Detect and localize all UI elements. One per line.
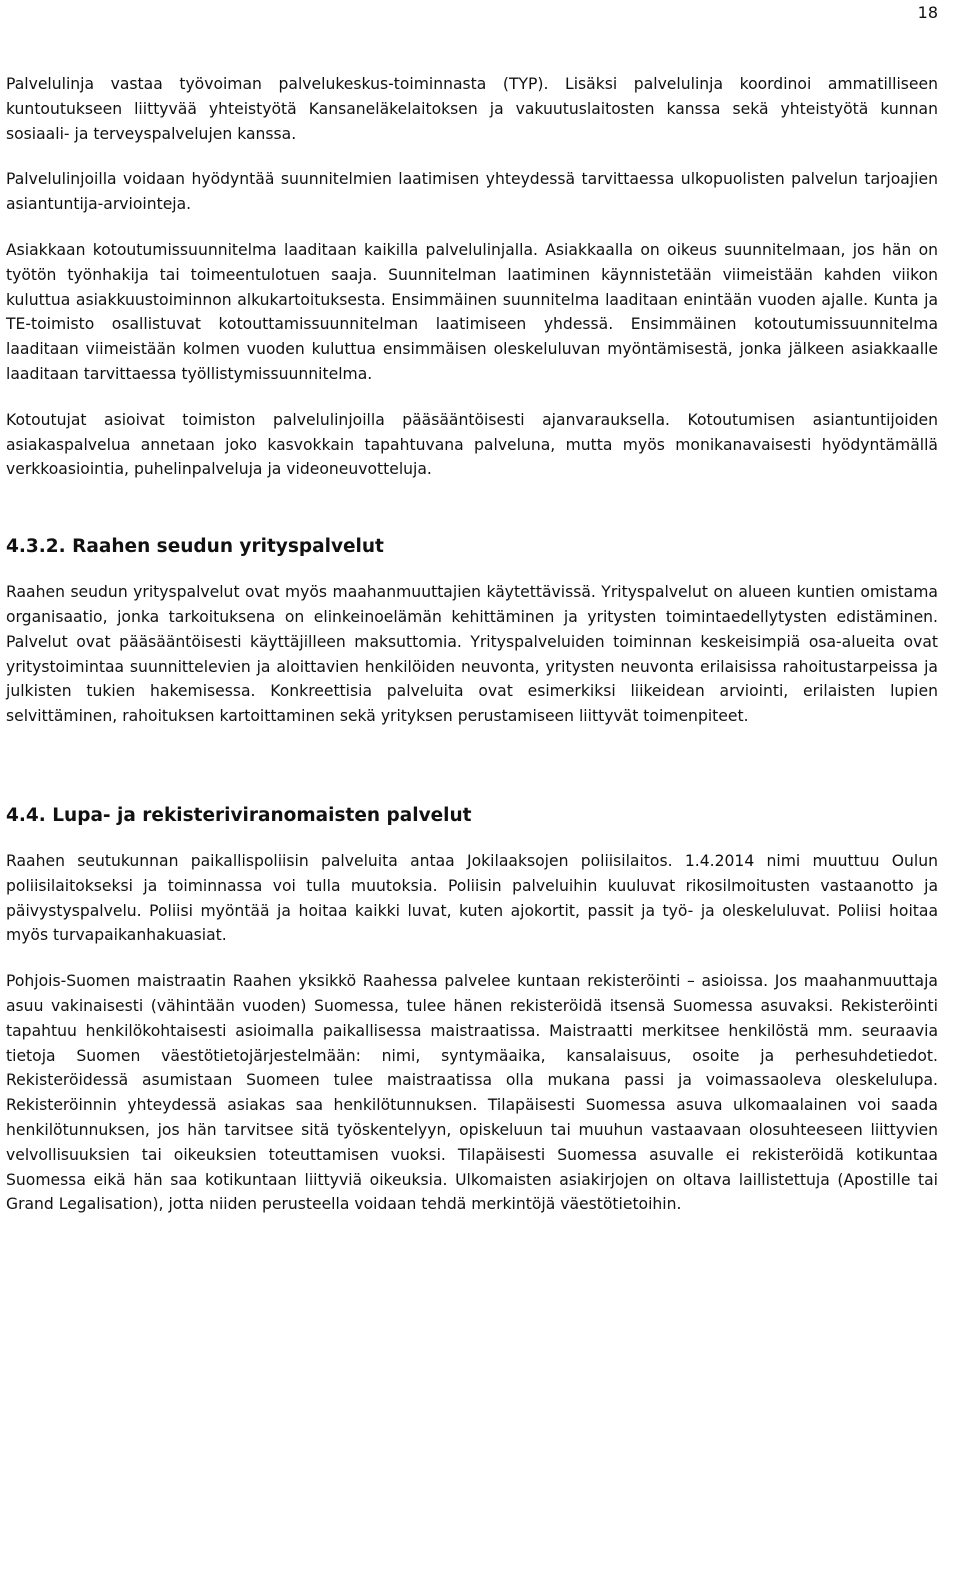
paragraph-kotoutumissuunnitelma: Asiakkaan kotoutumissuunnitelma laaditaan kaikilla palvelulinjalla. Asiakkaalla on oikeus suunnitelmaan, jos hän on työtön työnhakija tai toimeentulotuen saaja. Suunnitelman laatiminen käynnistetään viimeistään kahden viikon kuluttua asiakkuustoiminnon alkukartoituksesta. Ensimmäinen suunnitelma laaditaan enintään vuoden ajalle. Kunta ja TE-toimisto osallistuvat kotouttamissuunnitelman laatimiseen yhdessä. Ensimmäinen kotoutumissuunnitelma laaditaan viimeistään kolmen vuoden kuluttua ensimmäisen oleskeluluvan myöntämisestä, jonka jälkeen asiakkaalle laaditaan tarvittaessa työllistymissuunnitelma. (6, 240, 938, 383)
paragraph-yrityspalvelut: Raahen seudun yrityspalvelut ovat myös maahanmuuttajien käytettävissä. Yrityspalvelut on alueen kuntien omistama organisaatio, jonka tarkoituksena on elinkeinoelämän kehittäminen ja yritysten toimintaedellytysten edistäminen. Palvelut ovat pääsääntöisesti käyttäjilleen maksuttomia. Yrityspalveluiden toiminnan keskeisimpiä osa-alueita ovat yritystoimintaa suunnittelevien ja aloittavien henkilöiden neuvonta, yritysten neuvonta erilaisissa rahoitustarpeissa ja julkisten tukien hakemisessa. Konkreettisia palveluita ovat esimerkiksi liikeidean arviointi, erilaisten lupien selvittäminen, rahoituksen kartoittaminen sekä yrityksen perustamiseen liittyvät toimenpiteet. (6, 583, 938, 726)
page-number: 18 (917, 3, 938, 22)
section-heading-yrityspalvelut: 4.3.2. Raahen seudun yrityspalvelut (6, 536, 384, 558)
paragraph-kotoutujat-asioivat: Kotoutujat asioivat toimiston palvelulinjoilla pääsääntöisesti ajanvarauksella. Kotoutumisen asiantuntijoiden asiakaspalvelua annetaan joko kasvokkain tapahtuvana palveluna, mutta myös monikanavaisesti hyödyntämällä verkkoasiointia, puhelinpalveluja ja videoneuvotteluja. (6, 410, 938, 479)
paragraph-maistraatti: Pohjois-Suomen maistraatin Raahen yksikkö Raahessa palvelee kuntaan rekisteröinti – asioissa. Jos maahanmuuttaja asuu vakinaisesti (vähintään vuoden) Suomessa, tulee hänen rekisteröidä itsensä Suomessa asuvaksi. Rekisteröinti tapahtuu henkilökohtaisesti asioimalla paikallisessa maistraatissa. Maistraatti merkitsee henkilöstä mm. seuraavia tietoja Suomen väestötietojärjestelmään: nimi, syntymäaika, kansalaisuus, osoite ja perhesuhdetiedot. Rekisteröidessä asumistaan Suomeen tulee maistraatissa olla mukana passi ja voimassaoleva oleskelulupa. Rekisteröinnin yhteydessä asiakas saa henkilötunnuksen. Tilapäisesti Suomessa asuva ulkomaalainen voi saada henkilötunnuksen, jos hän tarvitsee sitä työskentelyyn, opiskeluun tai muuhun vastaavaan olosuhteeseen liittyvien velvollisuuksien tai oikeuksien toteuttamisen vuoksi. Tilapäisesti Suomessa asuvalle ei rekisteröidä kotikuntaa Suomessa eikä hän saa kotikuntaan liittyviä oikeuksia. Ulkomaisten asiakirjojen on oltava laillistettuja (Apostille tai Grand Legalisation), jotta niiden perusteella voidaan tehdä merkintöjä väestötietoihin. (6, 972, 938, 1214)
paragraph-poliisi: Raahen seutukunnan paikallispoliisin palveluita antaa Jokilaaksojen poliisilaitos. 1.4.2014 nimi muuttuu Oulun poliisilaitokseksi ja toiminnassa voi tulla muutoksia. Poliisin palveluihin kuuluvat rikosilmoitusten vastaanotto ja päivystyspalvelu. Poliisi myöntää ja hoitaa kaikki luvat, kuten ajokortit, passit ja työ- ja oleskeluluvat. Poliisi hoitaa myös turvapaikanhakuasiat. (6, 851, 938, 945)
section-heading-lupa-rekisteri: 4.4. Lupa- ja rekisteriviranomaisten palvelut (6, 804, 472, 826)
paragraph-palvelulinja: Palvelulinja vastaa työvoiman palvelukeskus-toiminnasta (TYP). Lisäksi palvelulinja koordinoi ammatilliseen kuntoutukseen liittyvää yhteistyötä Kansaneläkelaitoksen ja vakuutuslaitosten kanssa sekä yhteistyötä kunnan sosiaali- ja terveyspalvelujen kanssa. (6, 75, 938, 143)
paragraph-asiantuntija-arvioinnit: Palvelulinjoilla voidaan hyödyntää suunnitelmien laatimisen yhteydessä tarvittaessa ulkopuolisten palvelun tarjoajien asiantuntija-arviointeja. (6, 170, 938, 214)
document-body (6, 72, 938, 1238)
